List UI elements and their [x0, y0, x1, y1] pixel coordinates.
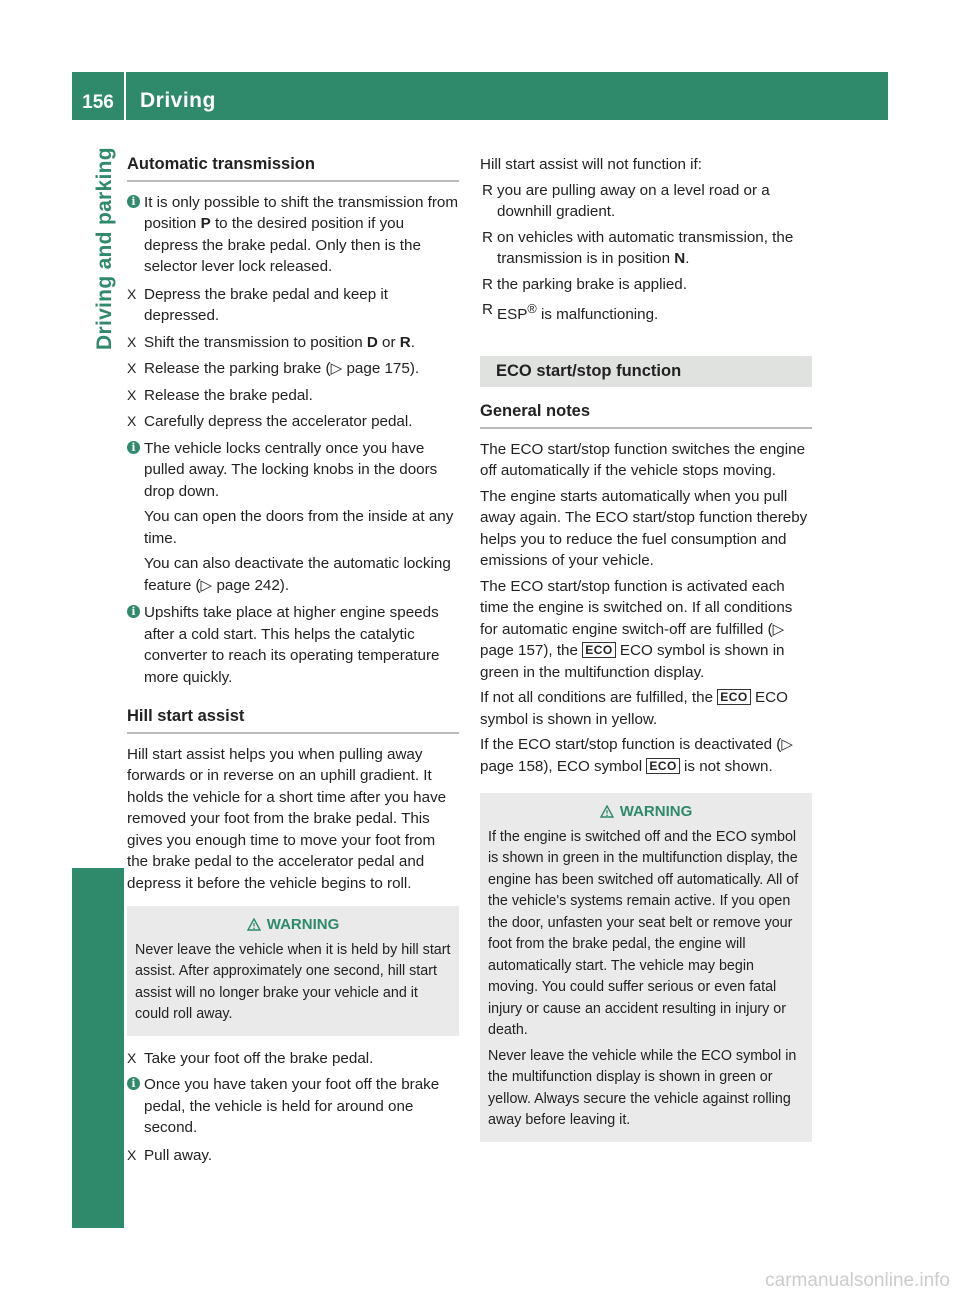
- hill-warning-box: WARNING Never leave the vehicle when it is held by hill start assist. After approximately one second, hill start assist will no longer brake your vehicle and it could roll away.: [127, 906, 459, 1036]
- bullet-position-n: R on vehicles with automatic transmission, the transmission is in position N.: [482, 228, 794, 267]
- step-foot-off-brake: X Take your foot off the brake pedal.: [127, 1048, 459, 1070]
- bullet-esp: R ESP® is malfunctioning.: [482, 301, 659, 324]
- general-para-2: The engine starts automatically when you pull away again. The ECO start/stop function thereby helps you to reduce the fuel consumption and emissions of your vehicle.: [480, 487, 808, 570]
- info-icon: i: [127, 605, 140, 618]
- left-column: [127, 154, 459, 1171]
- general-para-4: If not all conditions are fulfilled, the ECO ECO symbol is shown in yellow.: [480, 689, 788, 728]
- step-marker-icon: X: [127, 386, 137, 403]
- bullet-parking-brake: R the parking brake is applied.: [480, 274, 812, 296]
- step-marker-icon: X: [127, 413, 137, 429]
- bullet-marker: R: [482, 181, 493, 199]
- bullet-marker: R: [482, 275, 493, 293]
- step-marker-icon: X: [127, 333, 137, 350]
- side-color-block: [72, 868, 124, 1228]
- warning-heading: WARNING: [488, 801, 804, 823]
- watermark: carmanualsonline.info: [765, 1270, 950, 1291]
- info-icon: i: [127, 1077, 140, 1090]
- info-central-locking: i The vehicle locks centrally once you have pulled away. The locking knobs in the doors drop down. You can open the doors from the inside at any time. You can also deactivate the automatic locking feature (▷ page 242).: [127, 438, 459, 597]
- eco-symbol-icon: ECO: [717, 689, 751, 705]
- side-section-label: Driving and parking: [93, 147, 116, 350]
- step-release-brake: X Release the brake pedal.: [127, 385, 459, 407]
- general-para-1: The ECO start/stop function switches the engine off automatically if the vehicle stops moving.: [480, 440, 806, 480]
- step-marker-icon: X: [127, 285, 137, 302]
- eco-function-band-heading: ECO start/stop function: [480, 356, 812, 388]
- hill-start-assist-heading: Hill start assist: [127, 706, 459, 734]
- step-marker-icon: X: [127, 1049, 137, 1066]
- step-depress-accelerator: X Carefully depress the accelerator pedal.: [127, 411, 459, 433]
- step-marker-icon: X: [127, 1146, 137, 1163]
- step-depress-brake: X Depress the brake pedal and keep it depressed.: [127, 285, 389, 324]
- step-pull-away: X Pull away.: [127, 1145, 459, 1167]
- step-release-parking-brake: X Release the parking brake (▷ page 175).: [127, 358, 459, 380]
- info-upshifts: i Upshifts take place at higher engine speeds after a cold start. This helps the catalytic converter to reach its operating temperature more quickly.: [127, 602, 459, 688]
- warning-heading: WARNING: [135, 914, 451, 936]
- eco-warning-box: WARNING If the engine is switched off and the ECO symbol is shown in green in the multifunction display, the engine has been switched off automatically. All of the vehicle's systems remain active. If you open the door, unfasten your seat belt or remove your foot from the brake pedal, the engine will automatically start. The vehicle may begin moving. You could suffer serious or even fatal injury or cause an accident resulting in injury or death. Never leave the vehicle while the ECO symbol in the multifunction display is shown in green or yellow. Always secure the vehicle against rolling away before leaving it.: [480, 793, 812, 1142]
- step-shift-position: X Shift the transmission to position D or R.: [127, 332, 459, 354]
- hill-not-function-intro: Hill start assist will not function if:: [480, 156, 702, 173]
- info-shift-note: i It is only possible to shift the transmission from position P to the desired position if you depress the brake pedal. Only then is the selector lever lock released.: [127, 192, 459, 278]
- general-notes-heading: General notes: [480, 401, 812, 429]
- right-column: [480, 154, 812, 1154]
- header-title: Driving: [140, 89, 216, 112]
- automatic-transmission-heading: Automatic transmission: [127, 154, 459, 182]
- eco-symbol-icon: ECO: [582, 642, 616, 658]
- header-divider: [124, 72, 126, 120]
- info-icon: i: [127, 441, 140, 454]
- general-para-5: If the ECO start/stop function is deactivated (▷ page 158), ECO symbol ECO is not shown.: [480, 736, 794, 775]
- warning-triangle-icon: [600, 805, 614, 818]
- general-para-3: The ECO start/stop function is activated each time the engine is switched on. If all conditions for automatic engine switch-off are fulfilled (▷ page 157), the ECO ECO symbol is shown in green in the multifunction display.: [480, 577, 793, 681]
- info-held-one-second: i Once you have taken your foot off the brake pedal, the vehicle is held for around one second.: [127, 1074, 459, 1139]
- step-marker-icon: X: [127, 360, 137, 376]
- hill-start-paragraph: Hill start assist helps you when pulling away forwards or in reverse on an uphill gradient. It holds the vehicle for a short time after you have removed your foot from the brake pedal. This gives you enough time to move your foot from the brake pedal to the accelerator pedal and depress it before the vehicle begins to roll.: [127, 745, 447, 892]
- warning-triangle-icon: [247, 918, 261, 931]
- info-icon: i: [127, 195, 140, 208]
- bullet-level-road: R you are pulling away on a level road or a downhill gradient.: [482, 181, 770, 220]
- bullet-marker: R: [482, 301, 493, 318]
- bullet-marker: R: [482, 228, 493, 246]
- page-number: 156: [82, 92, 114, 113]
- eco-symbol-icon: ECO: [646, 758, 680, 774]
